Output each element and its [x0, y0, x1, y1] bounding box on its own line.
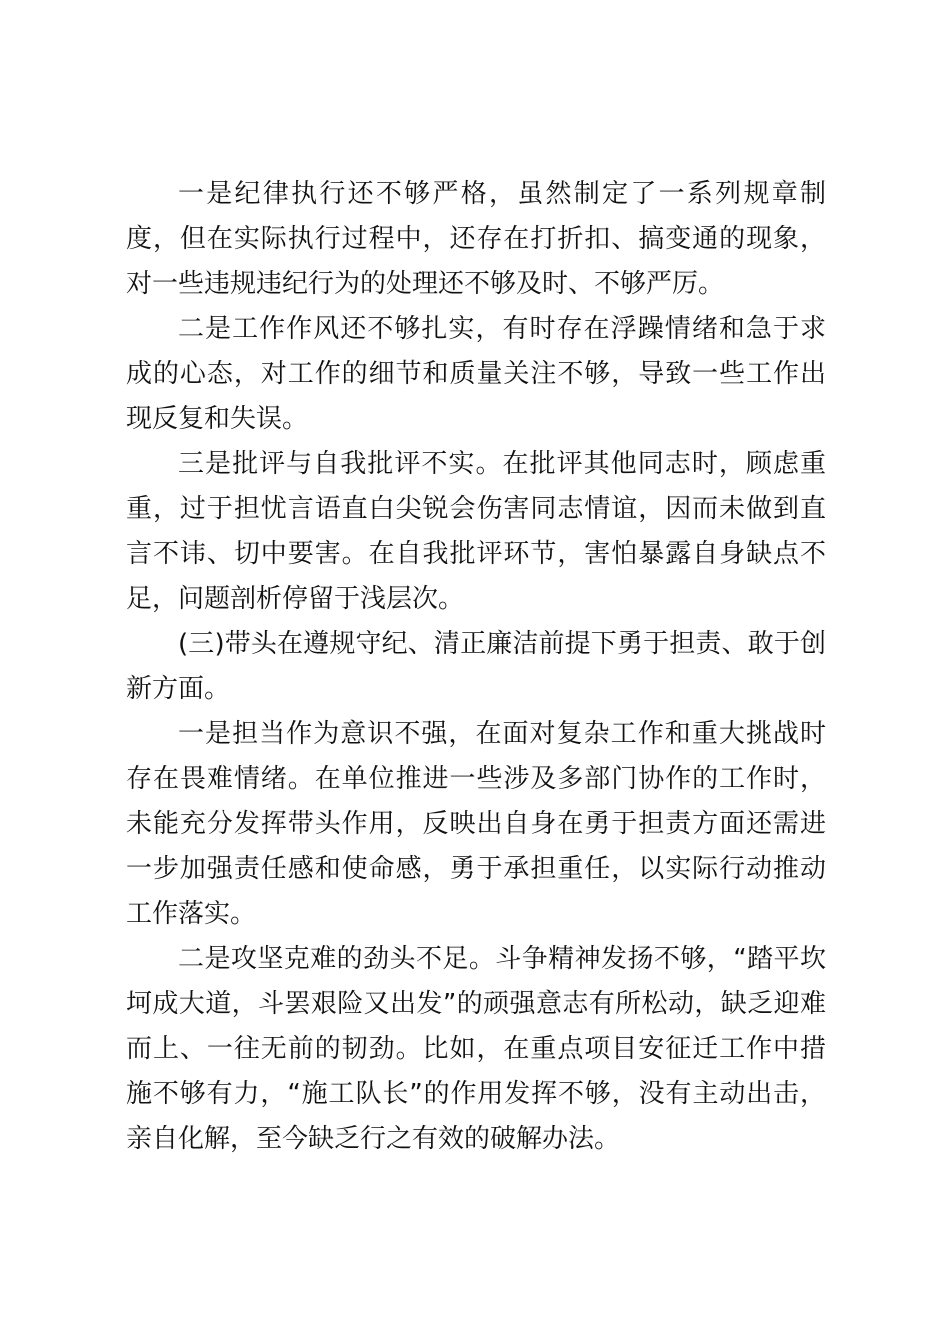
section-heading-three: (三)带头在遵规守纪、清正廉洁前提下勇于担责、敢于创新方面。	[126, 629, 826, 704]
paragraph-work-style: 二是工作作风还不够扎实，有时存在浮躁情绪和急于求成的心态，对工作的细节和质量关注不够，导致一些工作出现反复和失误。	[126, 314, 826, 434]
paragraph-criticism: 三是批评与自我批评不实。在批评其他同志时，顾虑重重，过于担忧言语直白尖锐会伤害同志情谊，因而未做到直言不讳、切中要害。在自我批评环节，害怕暴露自身缺点不足，问题剖析停留于浅层次。	[126, 449, 826, 614]
paragraph-responsibility: 一是担当作为意识不强，在面对复杂工作和重大挑战时存在畏难情绪。在单位推进一些涉及多部门协作的工作时，未能充分发挥带头作用，反映出自身在勇于担责方面还需进一步加强责任感和使命感，勇于承担重任，以实际行动推动工作落实。	[126, 719, 826, 929]
paragraph-tackling-difficulties: 二是攻坚克难的劲头不足。斗争精神发扬不够，“踏平坎坷成大道，斗罢艰险又出发”的顽强意志有所松动，缺乏迎难而上、一往无前的韧劲。比如，在重点项目安征迁工作中措施不够有力，“施工队长”的作用发挥不够，没有主动出击，亲自化解，至今缺乏行之有效的破解办法。	[126, 944, 826, 1154]
document-body	[126, 172, 826, 1162]
paragraph-discipline-enforcement: 一是纪律执行还不够严格，虽然制定了一系列规章制度，但在实际执行过程中，还存在打折扣、搞变通的现象，对一些违规违纪行为的处理还不够及时、不够严厉。	[126, 179, 826, 299]
